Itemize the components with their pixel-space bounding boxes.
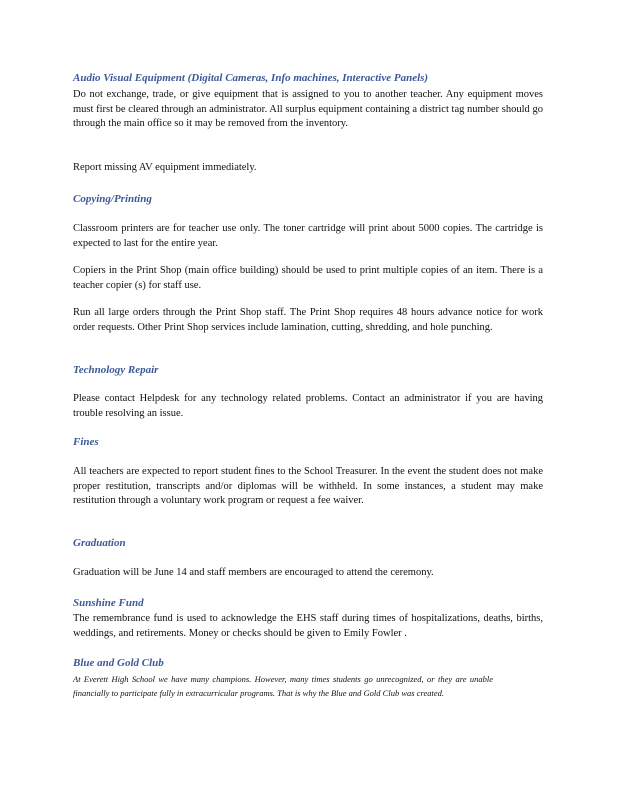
graduation-heading: Graduation (73, 537, 126, 549)
av-paragraph: Do not exchange, trade, or give equipment that is assigned to you to another teacher. Any equipment moves must first be cleared through an administrator. All surplus equipment containing a district tag number should go through the main office so it may be removed from the inventory. (73, 89, 543, 129)
bluegold-paragraph: At Everett High School we have many champions. However, many times students go unrecognized, or they are unable financially to participate fully in extracurricular programs. That is why the Blue and Gold Club was created. (73, 674, 493, 698)
av-heading: Audio Visual Equipment (Digital Cameras, Info machines, Interactive Panels) (73, 72, 429, 84)
copying-paragraph-2: Copiers in the Print Shop (main office building) should be used to print multiple copies of an item. There is a teacher copier (s) for staff use. (73, 265, 543, 291)
sunshine-heading: Sunshine Fund (73, 597, 144, 609)
copying-heading: Copying/Printing (73, 193, 152, 205)
av-report-paragraph: Report missing AV equipment immediately. (73, 162, 257, 173)
sunshine-paragraph: The remembrance fund is used to acknowledge the EHS staff during times of hospitalizations, deaths, births, weddings, and retirements. Money or checks should be given to Emily Fowler . (73, 613, 543, 639)
fines-paragraph: All teachers are expected to report student fines to the School Treasurer. In the event the student does not make proper restitution, transcripts and/or diplomas will be withheld. In some instances, a student may make restitution through a voluntary work program or request a fee waiver. (73, 466, 543, 506)
copying-paragraph-3: Run all large orders through the Print Shop staff. The Print Shop requires 48 hours advance notice for work order requests. Other Print Shop services include lamination, cutting, shredding, and hole punching. (73, 307, 543, 333)
bluegold-heading: Blue and Gold Club (73, 657, 164, 669)
fines-heading: Fines (73, 436, 99, 448)
copying-paragraph-1: Classroom printers are for teacher use only. The toner cartridge will print about 5000 copies. The cartridge is expected to last for the entire year. (73, 223, 543, 249)
graduation-paragraph: Graduation will be June 14 and staff members are encouraged to attend the ceremony. (73, 567, 434, 578)
tech-paragraph: Please contact Helpdesk for any technology related problems. Contact an administrator if you are having trouble resolving an issue. (73, 393, 543, 419)
tech-heading: Technology Repair (73, 364, 159, 376)
